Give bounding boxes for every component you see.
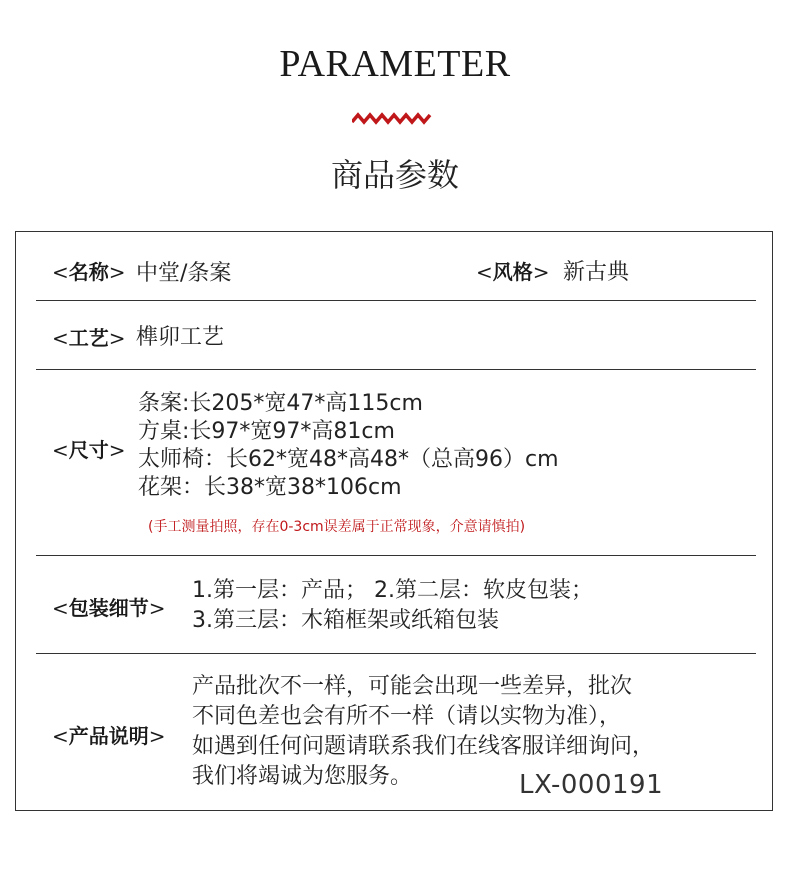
size-line: 条案:长205*宽47*高115cm xyxy=(138,391,423,416)
size-line: 太师椅：长62*宽48*高48*（总高96）cm xyxy=(138,447,559,472)
size-line: 花架：长38*宽38*106cm xyxy=(138,475,402,500)
packing-line: 3.第三层：木箱框架或纸箱包装 xyxy=(192,608,499,633)
name-value: 中堂/条案 xyxy=(136,261,232,286)
size-label: <尺寸> xyxy=(52,438,126,462)
size-list xyxy=(138,390,559,502)
product-code: LX-000191 xyxy=(519,770,664,800)
zigzag-divider-icon xyxy=(352,112,432,126)
measurement-note: (手工测量拍照，存在0-3cm误差属于正常现象，介意请慎拍) xyxy=(148,519,526,535)
row-divider xyxy=(36,369,756,370)
row-divider xyxy=(36,555,756,556)
name-label: <名称> xyxy=(52,260,126,284)
row-divider xyxy=(36,653,756,654)
description-line: 不同色差也会有所不一样（请以实物为准）， xyxy=(192,704,622,729)
packing-line: 1.第一层：产品； 2.第二层：软皮包装； xyxy=(192,578,593,603)
packing-label: <包装细节> xyxy=(52,596,166,620)
packing-list xyxy=(192,576,593,636)
page-title: PARAMETER xyxy=(279,43,511,85)
parameter-table xyxy=(15,231,773,811)
style-label: <风格> xyxy=(476,260,550,284)
size-line: 方桌:长97*宽97*高81cm xyxy=(138,419,395,444)
page-subtitle: 商品参数 xyxy=(330,156,459,194)
style-value: 新古典 xyxy=(563,260,630,285)
description-label: <产品说明> xyxy=(52,724,166,748)
description-line: 如遇到任何问题请联系我们在线客服详细询问， xyxy=(192,734,655,759)
description-line: 我们将竭诚为您服务。 xyxy=(192,764,413,789)
craft-value: 榫卯工艺 xyxy=(136,325,225,350)
description-line: 产品批次不一样，可能会出现一些差异，批次 xyxy=(192,674,633,699)
row-divider xyxy=(36,300,756,301)
craft-label: <工艺> xyxy=(52,326,126,350)
